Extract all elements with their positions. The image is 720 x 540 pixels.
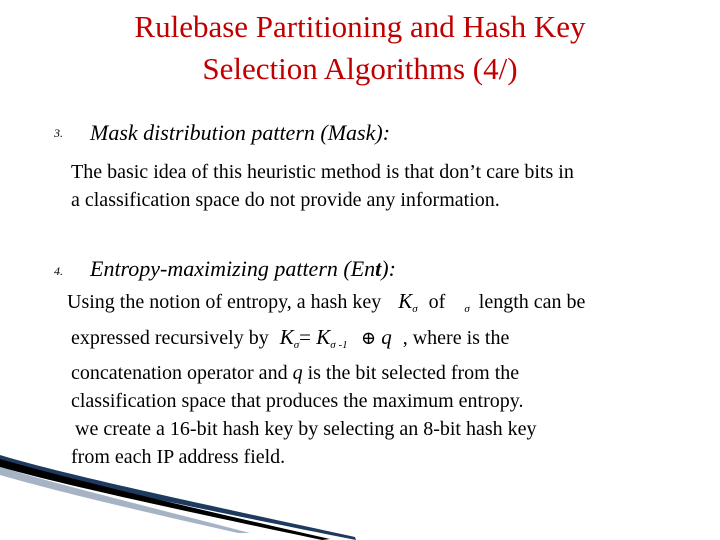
item-number: 4. xyxy=(54,264,63,278)
item-body xyxy=(71,158,574,214)
item-number: 3. xyxy=(54,126,63,140)
math-k: K xyxy=(279,325,294,349)
math-q: q xyxy=(381,325,392,349)
item-heading: Mask distribution pattern (Mask): xyxy=(90,120,391,145)
math-sigma-minus-1: σ -1 xyxy=(330,339,348,351)
math-sigma: σ xyxy=(464,303,470,315)
title-line-2: Selection Algorithms (4/) xyxy=(202,51,518,86)
heading-text: Entropy-maximizing pattern (En xyxy=(90,256,376,281)
body-line: a classification space do not provide any information. xyxy=(71,189,500,211)
body-text: expressed recursively by xyxy=(71,327,269,349)
heading-text: ): xyxy=(381,256,396,281)
body-text: length can be xyxy=(478,291,586,313)
body-text-q: q xyxy=(292,362,303,384)
body-line xyxy=(67,287,585,323)
body-text: , where is the xyxy=(402,327,510,349)
math-k: K xyxy=(316,325,331,349)
math-equals: = xyxy=(299,325,312,349)
slide-title xyxy=(0,6,720,90)
recursive-formula xyxy=(280,323,392,359)
title-line-1: Rulebase Partitioning and Hash Key xyxy=(134,9,586,44)
body-line xyxy=(67,359,585,387)
body-line: from each IP address field. xyxy=(71,446,286,468)
item-body xyxy=(67,287,585,471)
body-line: we create a 16-bit hash key by selecting an 8-bit hash key xyxy=(75,418,537,440)
math-sigma: σ xyxy=(293,339,300,351)
hash-key-symbol xyxy=(398,287,417,323)
body-text: Using the notion of entropy, a hash key xyxy=(67,291,382,313)
body-text: is the bit selected from the xyxy=(307,362,520,384)
body-text: of xyxy=(428,291,446,313)
item-heading xyxy=(90,256,396,282)
body-line: The basic idea of this heuristic method is that don’t care bits in xyxy=(71,161,574,183)
body-line xyxy=(67,323,585,359)
decorative-swoosh xyxy=(0,455,360,540)
body-line: classification space that produces the maximum entropy. xyxy=(71,390,524,412)
oplus-operator: ⊕ xyxy=(360,328,376,348)
heading-bold-letter: t xyxy=(375,256,382,281)
math-k: K xyxy=(398,289,413,313)
math-sigma: σ xyxy=(412,303,418,315)
body-text: concatenation operator and xyxy=(71,362,288,384)
